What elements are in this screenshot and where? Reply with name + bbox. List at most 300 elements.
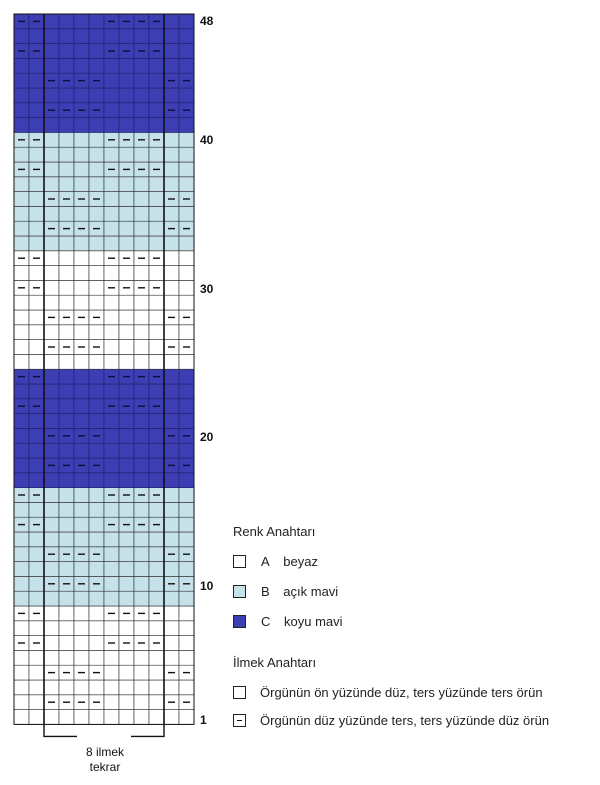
chart-cell xyxy=(119,29,134,44)
chart-cell xyxy=(29,443,44,458)
color-swatch-c xyxy=(233,615,246,628)
chart-cell xyxy=(119,236,134,251)
chart-cell xyxy=(164,562,179,577)
row-label-48: 48 xyxy=(200,14,214,28)
chart-cell xyxy=(89,251,104,266)
chart-cell xyxy=(179,280,194,295)
chart-cell xyxy=(179,29,194,44)
chart-cell xyxy=(14,547,29,562)
chart-cell xyxy=(164,280,179,295)
chart-cell xyxy=(104,502,119,517)
chart-cell xyxy=(149,710,164,725)
chart-cell xyxy=(59,266,74,281)
chart-cell xyxy=(149,384,164,399)
chart-cell xyxy=(164,414,179,429)
chart-cell xyxy=(149,695,164,710)
chart-cell xyxy=(104,665,119,680)
chart-cell xyxy=(89,44,104,59)
chart-cell xyxy=(89,680,104,695)
chart-cell xyxy=(29,414,44,429)
chart-cell xyxy=(14,710,29,725)
chart-cell xyxy=(104,354,119,369)
chart-cell xyxy=(74,58,89,73)
chart-cell xyxy=(74,251,89,266)
chart-cell xyxy=(89,636,104,651)
chart-cell xyxy=(74,680,89,695)
chart-cell xyxy=(134,458,149,473)
chart-cell xyxy=(74,118,89,133)
chart-cell xyxy=(149,621,164,636)
chart-cell xyxy=(89,206,104,221)
chart-cell xyxy=(44,118,59,133)
row-label-20: 20 xyxy=(200,430,214,444)
chart-cell xyxy=(134,192,149,207)
chart-cell xyxy=(164,295,179,310)
chart-cell xyxy=(44,88,59,103)
chart-cell xyxy=(89,606,104,621)
chart-cell xyxy=(14,354,29,369)
chart-cell xyxy=(164,636,179,651)
chart-cell xyxy=(119,650,134,665)
chart-cell xyxy=(14,532,29,547)
chart-cell xyxy=(14,73,29,88)
chart-cell xyxy=(74,177,89,192)
chart-cell xyxy=(89,280,104,295)
chart-cell xyxy=(44,58,59,73)
chart-cell xyxy=(29,103,44,118)
chart-cell xyxy=(179,532,194,547)
row-label-10: 10 xyxy=(200,579,214,593)
chart-cell xyxy=(179,354,194,369)
chart-cell xyxy=(164,206,179,221)
chart-cell xyxy=(59,206,74,221)
chart-cell xyxy=(44,399,59,414)
chart-cell xyxy=(134,695,149,710)
chart-cell xyxy=(14,428,29,443)
chart-cell xyxy=(104,29,119,44)
chart-cell xyxy=(59,251,74,266)
chart-cell xyxy=(179,369,194,384)
chart-cell xyxy=(14,502,29,517)
chart-cell xyxy=(29,621,44,636)
chart-cell xyxy=(179,680,194,695)
chart-cell xyxy=(14,576,29,591)
chart-cell xyxy=(89,236,104,251)
chart-cell xyxy=(59,29,74,44)
chart-cell xyxy=(104,414,119,429)
chart-cell xyxy=(44,621,59,636)
stitch-text-knit: Örgünün ön yüzünde düz, ters yüzünde ters örün xyxy=(260,684,543,700)
chart-cell xyxy=(149,266,164,281)
chart-cell xyxy=(119,576,134,591)
chart-cell xyxy=(59,502,74,517)
chart-cell xyxy=(74,502,89,517)
chart-cell xyxy=(74,591,89,606)
chart-cell xyxy=(59,369,74,384)
chart-cell xyxy=(74,132,89,147)
chart-cell xyxy=(14,206,29,221)
chart-cell xyxy=(164,517,179,532)
chart-cell xyxy=(59,118,74,133)
chart-cell xyxy=(179,473,194,488)
chart-cell xyxy=(74,621,89,636)
chart-cell xyxy=(44,680,59,695)
chart-cell xyxy=(59,532,74,547)
chart-cell xyxy=(14,118,29,133)
chart-cell xyxy=(89,399,104,414)
chart-cell xyxy=(164,177,179,192)
chart-cell xyxy=(149,206,164,221)
chart-cell xyxy=(44,636,59,651)
chart-cell xyxy=(179,621,194,636)
chart-cell xyxy=(104,58,119,73)
chart-cell xyxy=(89,118,104,133)
chart-cell xyxy=(14,310,29,325)
chart-cell xyxy=(104,192,119,207)
chart-cell xyxy=(44,251,59,266)
chart-cell xyxy=(29,29,44,44)
blank-square-icon xyxy=(233,686,246,699)
chart-cell xyxy=(149,473,164,488)
chart-cell xyxy=(59,236,74,251)
chart-cell xyxy=(134,236,149,251)
chart-cell xyxy=(119,621,134,636)
chart-cell xyxy=(14,295,29,310)
chart-cell xyxy=(59,443,74,458)
chart-cell xyxy=(119,58,134,73)
chart-cell xyxy=(29,147,44,162)
chart-cell xyxy=(59,517,74,532)
chart-cell xyxy=(179,236,194,251)
chart-cell xyxy=(104,310,119,325)
chart-cell xyxy=(29,665,44,680)
chart-cell xyxy=(164,132,179,147)
chart-cell xyxy=(179,162,194,177)
chart-cell xyxy=(149,118,164,133)
chart-cell xyxy=(89,532,104,547)
chart-cell xyxy=(119,221,134,236)
chart-cell xyxy=(134,710,149,725)
chart-cell xyxy=(179,502,194,517)
row-label-40: 40 xyxy=(200,133,214,147)
chart-cell xyxy=(119,443,134,458)
chart-cell xyxy=(104,206,119,221)
chart-cell xyxy=(149,88,164,103)
chart-cell xyxy=(149,73,164,88)
chart-cell xyxy=(179,606,194,621)
chart-cell xyxy=(29,325,44,340)
chart-cell xyxy=(74,29,89,44)
chart-cell xyxy=(134,680,149,695)
chart-cell xyxy=(164,488,179,503)
chart-cell xyxy=(104,295,119,310)
chart-cell xyxy=(29,680,44,695)
chart-cell xyxy=(179,384,194,399)
chart-cell xyxy=(59,399,74,414)
chart-cell xyxy=(44,369,59,384)
chart-cell xyxy=(104,177,119,192)
chart-cell xyxy=(134,621,149,636)
chart-cell xyxy=(44,532,59,547)
chart-cell xyxy=(14,29,29,44)
chart-cell xyxy=(104,710,119,725)
chart-cell xyxy=(14,221,29,236)
chart-cell xyxy=(149,177,164,192)
chart-cell xyxy=(29,591,44,606)
chart-cell xyxy=(89,58,104,73)
chart-cell xyxy=(119,295,134,310)
chart-cell xyxy=(89,384,104,399)
chart-cell xyxy=(104,428,119,443)
chart-cell xyxy=(59,606,74,621)
chart-cell xyxy=(164,650,179,665)
chart-cell xyxy=(179,88,194,103)
chart-cell xyxy=(29,340,44,355)
chart-cell xyxy=(59,473,74,488)
chart-cell xyxy=(29,547,44,562)
chart-cell xyxy=(119,562,134,577)
chart-cell xyxy=(164,591,179,606)
chart-cell xyxy=(179,325,194,340)
chart-cell xyxy=(119,473,134,488)
chart-cell xyxy=(74,295,89,310)
chart-cell xyxy=(164,147,179,162)
chart-cell xyxy=(134,295,149,310)
chart-cell xyxy=(29,650,44,665)
chart-cell xyxy=(134,73,149,88)
chart-cell xyxy=(29,710,44,725)
color-key-item-c xyxy=(233,606,343,636)
chart-cell xyxy=(164,399,179,414)
chart-cell xyxy=(164,369,179,384)
chart-cell xyxy=(104,340,119,355)
chart-cell xyxy=(74,532,89,547)
chart-cell xyxy=(104,473,119,488)
color-swatch-a xyxy=(233,555,246,568)
chart-cell xyxy=(149,428,164,443)
chart-cell xyxy=(89,488,104,503)
chart-cell xyxy=(44,295,59,310)
chart-cell xyxy=(134,103,149,118)
chart-cell xyxy=(74,325,89,340)
chart-cell xyxy=(59,710,74,725)
chart-cell xyxy=(149,443,164,458)
chart-cell xyxy=(59,488,74,503)
chart-cell xyxy=(74,44,89,59)
chart-cell xyxy=(44,354,59,369)
chart-cell xyxy=(74,280,89,295)
chart-cell xyxy=(89,132,104,147)
chart-cell xyxy=(134,147,149,162)
chart-cell xyxy=(44,384,59,399)
chart-cell xyxy=(119,428,134,443)
chart-cell xyxy=(134,414,149,429)
chart-cell xyxy=(29,428,44,443)
chart-cell xyxy=(179,266,194,281)
chart-cell xyxy=(164,443,179,458)
chart-cell xyxy=(149,147,164,162)
chart-cell xyxy=(29,695,44,710)
chart-cell xyxy=(89,325,104,340)
stitch-key-title: İlmek Anahtarı xyxy=(233,655,317,670)
chart-cell xyxy=(14,384,29,399)
chart-cell xyxy=(134,473,149,488)
chart-cell xyxy=(179,636,194,651)
chart-cell xyxy=(59,680,74,695)
chart-cell xyxy=(29,458,44,473)
chart-cell xyxy=(104,88,119,103)
chart-cell xyxy=(44,325,59,340)
chart-cell xyxy=(74,473,89,488)
chart-cell xyxy=(74,206,89,221)
chart-cell xyxy=(89,354,104,369)
color-key xyxy=(233,524,343,636)
chart-cell xyxy=(44,29,59,44)
chart-cell xyxy=(149,325,164,340)
chart-cell xyxy=(44,414,59,429)
chart-cell xyxy=(44,606,59,621)
chart-cell xyxy=(29,221,44,236)
chart-cell xyxy=(149,458,164,473)
chart-cell xyxy=(89,295,104,310)
chart-cell xyxy=(29,88,44,103)
chart-cell xyxy=(89,473,104,488)
row-label-30: 30 xyxy=(200,282,214,296)
chart-cell xyxy=(14,458,29,473)
chart-cell xyxy=(44,177,59,192)
chart-cell xyxy=(119,384,134,399)
chart-cell xyxy=(14,650,29,665)
chart-cell xyxy=(179,414,194,429)
chart-cell xyxy=(44,443,59,458)
chart-cell xyxy=(134,340,149,355)
chart-cell xyxy=(44,488,59,503)
chart-cell xyxy=(59,325,74,340)
chart-cell xyxy=(149,680,164,695)
chart-cell xyxy=(14,473,29,488)
color-key-title: Renk Anahtarı xyxy=(233,524,316,539)
chart-cell xyxy=(119,502,134,517)
chart-cell xyxy=(14,192,29,207)
stitch-text-purl: Örgünün düz yüzünde ters, ters yüzünde düz örün xyxy=(260,712,550,728)
chart-cell xyxy=(44,502,59,517)
chart-cell xyxy=(29,118,44,133)
chart-cell xyxy=(14,103,29,118)
chart-cell xyxy=(149,340,164,355)
chart-cell xyxy=(14,695,29,710)
chart-cell xyxy=(104,532,119,547)
chart-cell xyxy=(14,88,29,103)
chart-cell xyxy=(134,532,149,547)
chart-cell xyxy=(44,650,59,665)
chart-cell xyxy=(89,88,104,103)
chart-cell xyxy=(14,58,29,73)
color-key-item-a xyxy=(233,546,343,576)
chart-cell xyxy=(119,340,134,355)
chart-cell xyxy=(134,354,149,369)
chart-cell xyxy=(104,236,119,251)
chart-cell xyxy=(29,576,44,591)
chart-cell xyxy=(14,177,29,192)
chart-cell xyxy=(179,488,194,503)
color-letter-a: A xyxy=(261,553,270,569)
chart-cell xyxy=(179,443,194,458)
color-swatch-b xyxy=(233,585,246,598)
chart-cell xyxy=(59,14,74,29)
chart-cell xyxy=(149,650,164,665)
chart-cell xyxy=(164,473,179,488)
chart-cell xyxy=(74,606,89,621)
chart-cell xyxy=(179,44,194,59)
chart-cell xyxy=(179,517,194,532)
chart-cell xyxy=(104,458,119,473)
chart-cell xyxy=(29,473,44,488)
chart-cell xyxy=(29,532,44,547)
chart-cell xyxy=(179,562,194,577)
chart-cell xyxy=(104,147,119,162)
chart-cell xyxy=(74,266,89,281)
chart-cell xyxy=(44,132,59,147)
chart-cell xyxy=(59,384,74,399)
chart-cell xyxy=(74,636,89,651)
chart-cell xyxy=(149,354,164,369)
chart-cell xyxy=(119,710,134,725)
chart-cell xyxy=(119,665,134,680)
chart-cell xyxy=(14,414,29,429)
chart-cell xyxy=(74,147,89,162)
chart-cell xyxy=(59,621,74,636)
chart-cell xyxy=(134,325,149,340)
chart-cell xyxy=(74,14,89,29)
chart-cell xyxy=(119,73,134,88)
repeat-label-word: tekrar xyxy=(89,760,121,774)
chart-cell xyxy=(164,266,179,281)
chart-cell xyxy=(149,103,164,118)
chart-cell xyxy=(44,473,59,488)
chart-cell xyxy=(179,591,194,606)
chart-cell xyxy=(44,14,59,29)
chart-cell xyxy=(179,206,194,221)
chart-cell xyxy=(44,206,59,221)
stitch-key-item-knit xyxy=(233,678,549,706)
chart-cell xyxy=(179,58,194,73)
chart-cell xyxy=(119,192,134,207)
chart-cell xyxy=(59,132,74,147)
chart-cell xyxy=(14,266,29,281)
chart-cell xyxy=(134,665,149,680)
chart-cell xyxy=(29,73,44,88)
chart-cell xyxy=(89,414,104,429)
chart-cell xyxy=(119,695,134,710)
chart-cell xyxy=(119,177,134,192)
chart-cell xyxy=(104,325,119,340)
chart-cell xyxy=(119,147,134,162)
chart-cell xyxy=(119,266,134,281)
chart-cell xyxy=(104,443,119,458)
color-name-b: açık mavi xyxy=(283,583,339,599)
repeat-label-count: 8 ilmek xyxy=(85,745,124,759)
chart-cell xyxy=(164,118,179,133)
chart-cell xyxy=(89,147,104,162)
chart-cell xyxy=(14,591,29,606)
chart-cell xyxy=(119,118,134,133)
chart-cell xyxy=(59,58,74,73)
chart-cell xyxy=(89,162,104,177)
chart-cell xyxy=(14,621,29,636)
chart-cell xyxy=(44,280,59,295)
chart-cell xyxy=(29,58,44,73)
chart-cell xyxy=(179,295,194,310)
